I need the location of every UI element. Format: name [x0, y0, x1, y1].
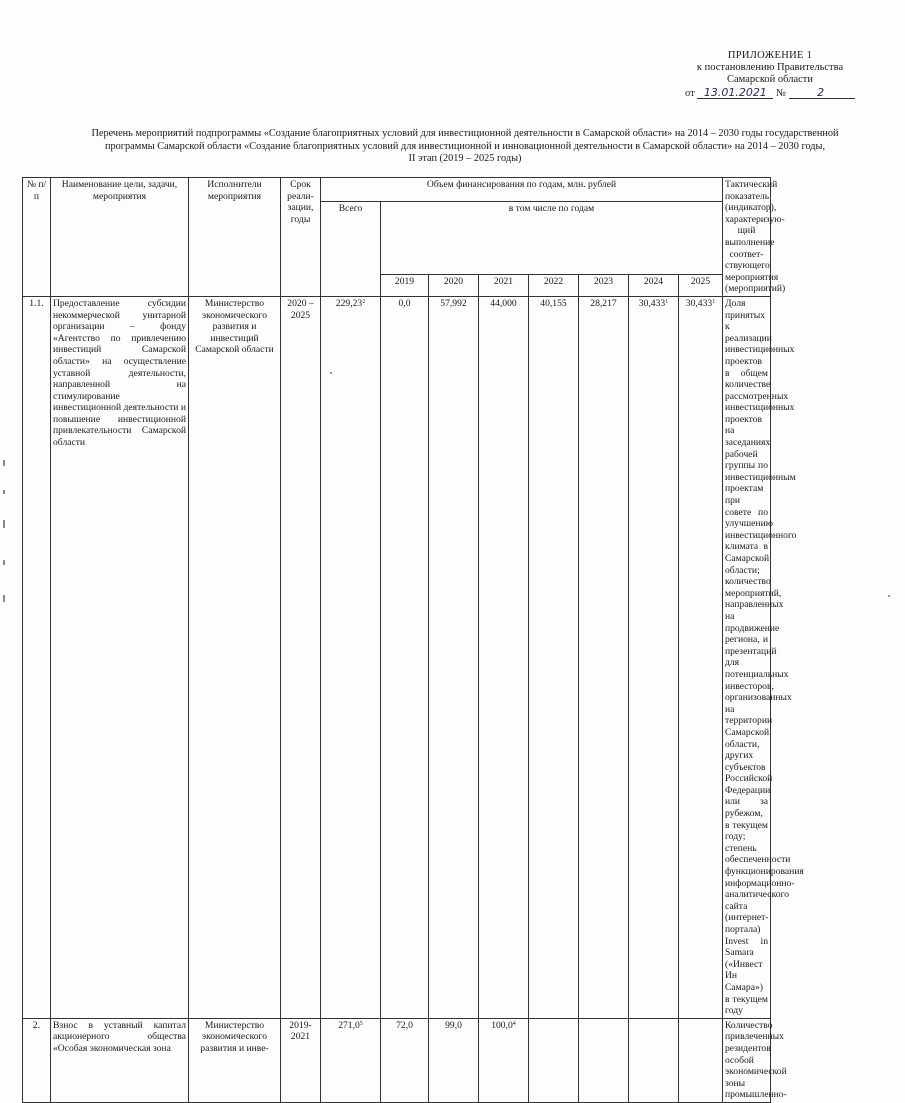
value: 100,0 — [491, 1019, 513, 1031]
row-year-2022 — [529, 296, 579, 1018]
row-total — [321, 296, 381, 1018]
row-term: 2020 – 2025 — [281, 296, 321, 1018]
date-prefix: от — [685, 88, 695, 99]
appendix-title: ПРИЛОЖЕНИЕ 1 — [727, 50, 813, 61]
footnote-mark: 5 — [359, 1020, 363, 1027]
row-indicator: Доля принятых к реализации инвестиционных проектов в общем количестве рассмотренных инвестиционных проектов на заседаниях рабочей группы по инвестиционным проектам при совете по улучшению инвестиционного климата в Самарской области; количество мероприятий, направленных на продвижение региона, и презентаций для потенциальных инвесторов, организованных на территории Самарской области, других субъектов Российской Федерации или за рубежом, в текущем году; степень обеспеченности функционирования информационно-аналитического сайта (интернет-портала) Invest in Samara («Инвест Ин Самара») в текущем году — [723, 296, 771, 1018]
header-year-2019: 2019 — [381, 274, 429, 296]
handwritten-date: 13.01.2021 — [697, 87, 773, 99]
value: 40,155 — [540, 297, 567, 309]
header-year-2021: 2021 — [479, 274, 529, 296]
appendix-line-1: к постановлению Правительства — [696, 62, 844, 73]
row-year-2022 — [529, 1018, 579, 1102]
header-executor: Исполнители мероприятия — [189, 178, 281, 297]
row-year-2025 — [679, 1018, 723, 1102]
footnote-mark: 2 — [362, 298, 366, 305]
scan-dot — [888, 595, 890, 597]
document-title — [60, 128, 870, 166]
appendix-line-2: Самарской области — [727, 74, 813, 85]
number-sign: № — [775, 88, 786, 99]
row-year-2025 — [679, 296, 723, 1018]
footnote-mark: 4 — [512, 1020, 516, 1027]
header-year-2020: 2020 — [429, 274, 479, 296]
row-term: 2019-2021 — [281, 1018, 321, 1102]
row-year-2023 — [579, 296, 629, 1018]
header-name: Наименование цели, задачи, мероприятия — [51, 178, 189, 297]
value: 28,217 — [590, 297, 617, 309]
table-row — [23, 296, 887, 1018]
header-year-2024: 2024 — [629, 274, 679, 296]
appendix-dateline — [685, 87, 855, 100]
row-year-2023 — [579, 1018, 629, 1102]
scan-mark — [3, 560, 5, 565]
row-name: Взнос в уставный капитал акционерного общества «Особая экономическая зона — [51, 1018, 189, 1102]
value: 44,000 — [490, 297, 517, 309]
scan-mark — [3, 490, 5, 494]
document-title-line-1: Перечень мероприятий подпрограммы «Создание благоприятных условий для инвестиционной деятельности в Самарской области» на 2014 – 2030 годы государственной — [91, 128, 839, 139]
table-row — [23, 1018, 887, 1102]
header-num: № п/п — [23, 178, 51, 297]
row-num: 2. — [23, 1018, 51, 1102]
row-indicator: Количество привлеченных резидентов особой экономической зоны промышленно- — [723, 1018, 771, 1102]
scan-mark — [3, 460, 5, 466]
row-total-value: 229,23 — [335, 297, 363, 309]
header-total: Всего — [321, 202, 381, 297]
measures-table — [22, 177, 887, 1103]
row-name: Предоставление субсидии некоммерческой унитарной организации – фонду «Агентство по привлечению инвестиций Самарской области» на осуществление уставной деятельности, направленной на стимулирование инвестиционной деятельности и повышение инвестиционной привлекательности Самарской области — [51, 296, 189, 1018]
value: 30,433 — [685, 297, 713, 309]
row-year-2021 — [479, 296, 529, 1018]
row-total — [321, 1018, 381, 1102]
row-year-2020 — [429, 296, 479, 1018]
scan-mark — [3, 595, 5, 602]
value: 0,0 — [398, 297, 411, 309]
scan-dot — [330, 372, 332, 374]
row-num: 1.1. — [23, 296, 51, 1018]
value: 99,0 — [445, 1019, 462, 1031]
header-year-2023: 2023 — [579, 274, 629, 296]
header-indicator: Тактический показатель (индикатор), характеризую-щий выполнение соответ-ствующего мероприятия (мероприятий) — [723, 178, 771, 297]
header-year-2025: 2025 — [679, 274, 723, 296]
row-total-value: 271,0 — [338, 1019, 360, 1031]
row-year-2019 — [381, 1018, 429, 1102]
row-year-2021 — [479, 1018, 529, 1102]
document-title-line-3: II этап (2019 – 2025 годы) — [408, 153, 522, 164]
value: 57,992 — [440, 297, 467, 309]
row-year-2024 — [629, 296, 679, 1018]
footnote-mark: 1 — [665, 298, 669, 305]
header-year-2022: 2022 — [529, 274, 579, 296]
footnote-mark: 1 — [712, 298, 716, 305]
header-funding: Объем финансирования по годам, млн. рублей — [321, 178, 723, 202]
row-executor: Министерство экономического развития и инвестиций Самарской области — [189, 296, 281, 1018]
document-title-line-2: программы Самарской области «Создание благоприятных условий для инвестиционной и инновационной деятельности в Самарской области» на 2014 – 2030 годы, — [104, 140, 826, 152]
scan-mark — [3, 520, 5, 528]
handwritten-number: 2 — [789, 87, 855, 99]
row-year-2019 — [381, 296, 429, 1018]
row-executor: Министерство экономического развития и инве- — [189, 1018, 281, 1102]
row-year-2020 — [429, 1018, 479, 1102]
appendix-header — [685, 50, 855, 100]
header-term: Срок реали-зации, годы — [281, 178, 321, 297]
header-including: в том числе по годам — [381, 202, 723, 275]
row-year-2024 — [629, 1018, 679, 1102]
value: 30,433 — [638, 297, 666, 309]
value: 72,0 — [396, 1019, 413, 1031]
